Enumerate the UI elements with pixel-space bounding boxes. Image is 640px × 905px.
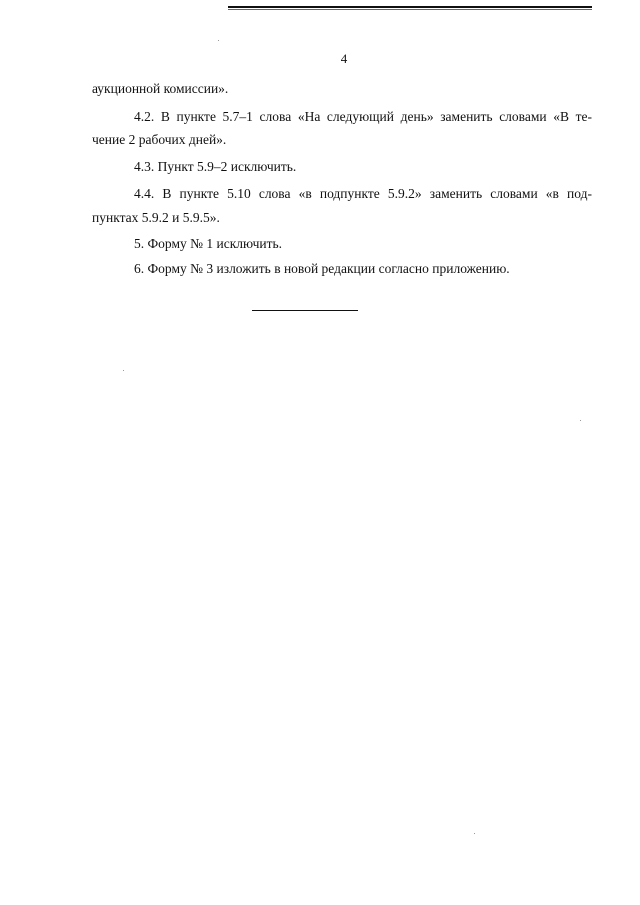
text-line-5: 4.4. В пункте 5.10 слова «в подпункте 5.9.2» заменить словами «в под- [134,186,592,201]
header-rule-shadow [228,9,592,10]
scan-speck [218,40,219,41]
text-line-7: 5. Форму № 1 исключить. [134,236,283,251]
scan-speck [474,833,475,834]
closing-rule [252,310,358,311]
header-rule [228,6,592,8]
text-line-4: 4.3. Пункт 5.9–2 исключить. [134,159,297,174]
scan-speck [123,370,124,371]
text-line-6: пунктах 5.9.2 и 5.9.5». [92,210,220,225]
text-line-8: 6. Форму № 3 изложить в новой редакции согласно приложению. [134,261,510,276]
scan-speck [580,420,581,421]
text-line-1: аукционной комиссии». [92,81,229,96]
text-line-2: 4.2. В пункте 5.7–1 слова «На следующий день» заменить словами «В те- [134,109,592,124]
page-number: 4 [340,51,348,66]
text-line-3: чение 2 рабочих дней». [92,132,227,147]
